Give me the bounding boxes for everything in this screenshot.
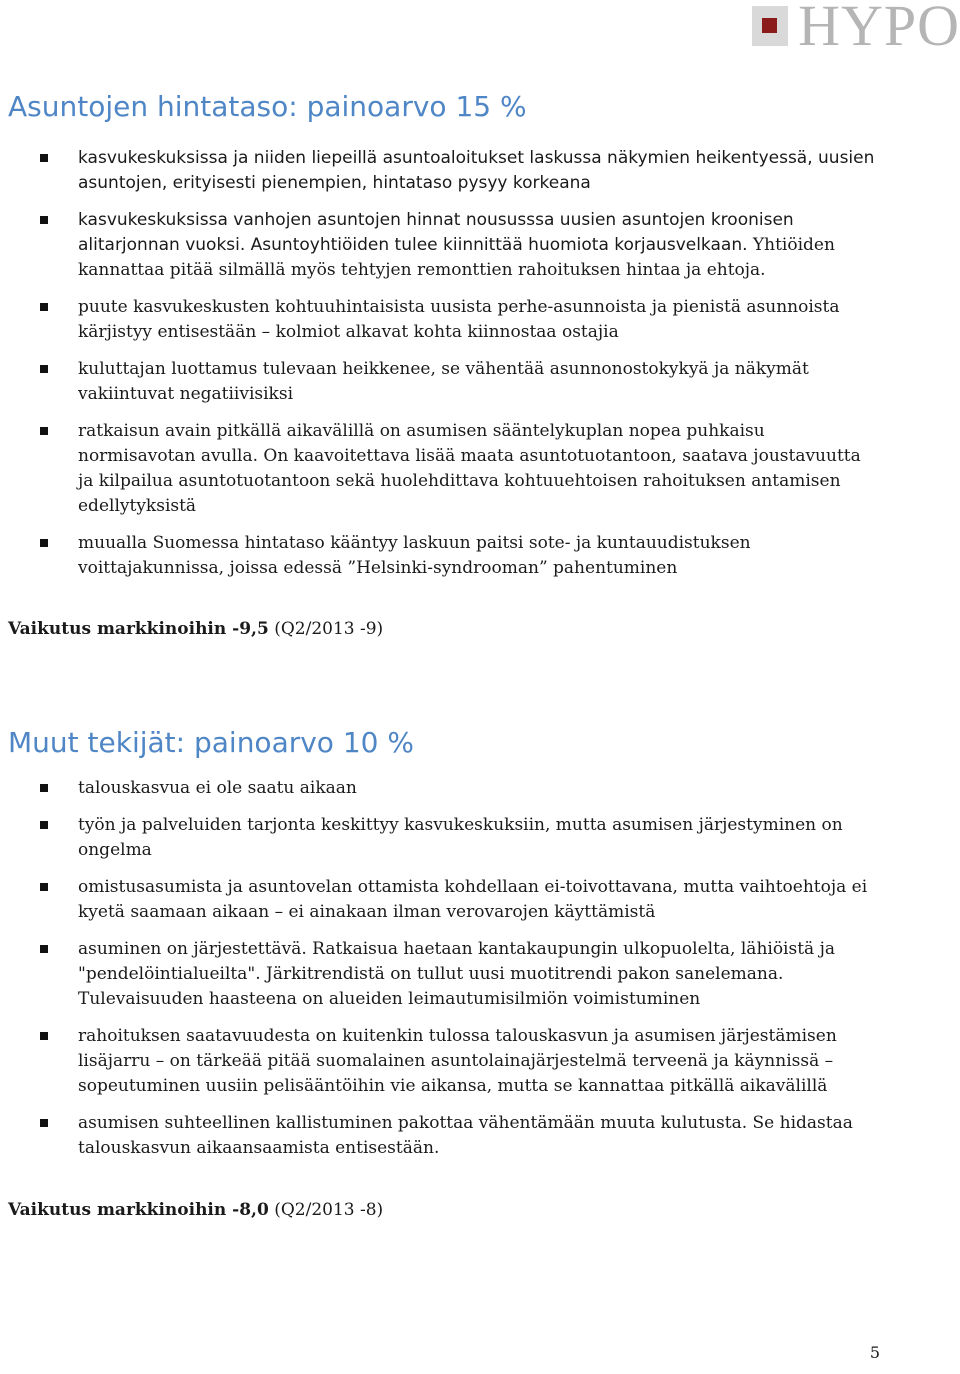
list-item: kuluttajan luottamus tulevaan heikkenee, se vähentää asunnonostokykyä ja näkymät vakiintuvat negatiivisiksi [0, 357, 880, 407]
market-impact-other [8, 1198, 383, 1222]
list-item-extra: Yhtiöiden kannattaa pitää silmällä myös tehtyjen remonttien rahoituksen hintaa ja ehtoja. [78, 235, 835, 280]
list-item: ratkaisun avain pitkällä aikavälillä on asumisen sääntelykuplan nopea puhkaisu normisavotan avulla. On kaavoitettava lisää maata asuntotuotantoon, saatava joustavuutta ja kilpailua asuntotuotantoon sekä huolehdittava kohtuuehtoisen rahoituksen antamisen edellytyksistä [0, 419, 880, 519]
list-item: omistusasumista ja asuntovelan ottamista kohdellaan ei-toivottavana, mutta vaihtoehtoja ei kyetä saamaan aikaan – ei ainakaan ilman verovarojen käyttämistä [0, 875, 880, 925]
list-item: asumisen suhteellinen kallistuminen pakottaa vähentämään muuta kulutusta. Se hidastaa talouskasvun aikaansaamista entisestään. [0, 1111, 880, 1161]
impact-note: (Q2/2013 -9) [274, 619, 384, 639]
list-item: muualla Suomessa hintataso kääntyy laskuun paitsi sote- ja kuntauudistuksen voittajakunnissa, joissa edessä ”Helsinki-syndrooman” pahentuminen [0, 531, 880, 581]
logo-text: HYPO [798, 0, 960, 58]
impact-label: Vaikutus markkinoihin -9,5 [8, 619, 269, 639]
list-item-text: kasvukeskuksissa vanhojen asuntojen hinnat noususssa uusien asuntojen kroonisen alitarjonnan vuoksi. Asuntoyhtiöiden tulee kiinnittää huomiota korjausvelkaan. [78, 210, 794, 255]
logo-mark-icon [752, 6, 788, 46]
market-impact-housing [8, 617, 383, 641]
list-item: talouskasvua ei ole saatu aikaan [0, 776, 880, 801]
list-item: asuminen on järjestettävä. Ratkaisua haetaan kantakaupungin ulkopuolelta, lähiöistä ja "pendelöintialueilta". Järkitrendistä on tullut uusi muotitrendi pakon sanelemana. Tulevaisuuden haasteena on alueiden leimautumisilmiön voimistuminen [0, 937, 880, 1012]
impact-note: (Q2/2013 -8) [274, 1200, 384, 1220]
section-title-housing-prices: Asuntojen hintataso: painoarvo 15 % [8, 90, 527, 123]
hypo-logo [752, 0, 960, 58]
housing-prices-list [0, 146, 880, 593]
list-item: työn ja palveluiden tarjonta keskittyy kasvukeskuksiin, mutta asumisen järjestyminen on ongelma [0, 813, 880, 863]
list-item [0, 208, 880, 283]
impact-label: Vaikutus markkinoihin -8,0 [8, 1200, 269, 1220]
list-item: puute kasvukeskusten kohtuuhintaisista uusista perhe-asunnoista ja pienistä asunnoista kärjistyy entisestään – kolmiot alkavat kohta kiinnostaa ostajia [0, 295, 880, 345]
page-number: 5 [869, 1343, 880, 1362]
list-item: rahoituksen saatavuudesta on kuitenkin tulossa talouskasvun ja asumisen järjestämisen lisäjarru – on tärkeää pitää suomalainen asuntolainajärjestelmä terveenä ja käynnissä – sopeutuminen uusiin pelisääntöihin vie aikansa, mutta se kannattaa pitkällä aikavälillä [0, 1024, 880, 1099]
section-title-other-factors: Muut tekijät: painoarvo 10 % [8, 726, 414, 759]
other-factors-list [0, 776, 880, 1173]
list-item: kasvukeskuksissa ja niiden liepeillä asuntoaloitukset laskussa näkymien heikentyessä, uusien asuntojen, erityisesti pienempien, hintataso pysyy korkeana [0, 146, 880, 196]
